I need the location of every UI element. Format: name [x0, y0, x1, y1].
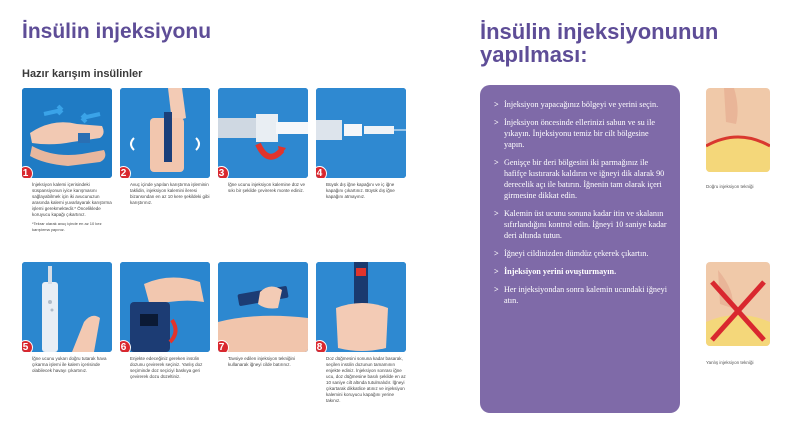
step-6-text: Enjekte edeceğiniz gereken insülin dozunu çevirerek seçiniz. Yanlış doz seçiminde doz seçiciyi baskıya geri çevirerek dozu düzeltiniz. — [130, 356, 203, 379]
step-number-badge: 8 — [316, 340, 327, 352]
instruction-item: > Genişçe bir deri bölgesini iki parmağınız ile hafifçe kıstırarak kaldırın ve iğneyi dik alarak 90 derecelik açı ile batırın. İğnenin tam olarak içeri girmesine dikkat edin. — [494, 157, 670, 201]
right-page-title: İnsülin injeksiyonunun yapılması: — [480, 19, 719, 67]
step-1-note: *Tekrar olarak avuç içinde en az 10 kez karıştırma yapınız. — [32, 221, 102, 232]
step-6 — [120, 262, 210, 380]
step-6-illustration — [120, 262, 210, 352]
wrong-technique-image — [706, 262, 770, 346]
instruction-item: > İnjeksiyon öncesinde ellerinizi sabun ve su ile yıkayın. İnjeksiyonu temiz bir cilt bölgesine yapın. — [494, 117, 670, 150]
instructions-panel — [480, 85, 680, 413]
wrong-technique-caption: Yanlış injeksiyon tekniği — [706, 360, 754, 365]
step-5-illustration — [22, 262, 112, 352]
step-4-illustration — [316, 88, 406, 178]
correct-technique-image — [706, 88, 770, 172]
step-4-text: Büyük dış iğne kapağını ve iç iğne kapağını çıkartınız. Büyük dış iğne kapağını atmayınız. — [326, 182, 395, 199]
step-number-badge: 1 — [22, 166, 33, 178]
step-8-text: Doz düğmesini sonuna kadar basarak, seçilen insülin dozunun tamamının enjekte ediniz. İnjeksiyon sonrası iğne ucu, doz düğmesine basılı şekilde en az 10 saniye cilt altında tutulmalıdır. İğneyi çıkartarak dikkatlice atınız ve injeksiyon kalemini koruyucu kapağını yerine takınız. — [326, 356, 406, 403]
page-title: İnsülin injeksiyonu — [22, 20, 212, 43]
step-number-badge: 7 — [218, 340, 229, 352]
step-1 — [22, 88, 112, 232]
step-number-badge: 6 — [120, 340, 131, 352]
step-number-badge: 5 — [22, 340, 33, 352]
step-3-illustration — [218, 88, 308, 178]
step-1-text: İnjeksiyon kalemi içerisindeki süspansiyonun iyice karışmasını sağlayabilmek için iki avucunuzun arasında kalemi yuvarlayarak karıştırma işlemi gerekmektedir.* Önceliklede koruyucu kapağı çıkartınız. — [32, 182, 112, 217]
step-4 — [316, 88, 406, 200]
instruction-item: > Kalemin üst ucunu sonuna kadar itin ve skalanın sıfırlandığını kontrol edin. İğneyi 10 saniye kadar deri altında tutun. — [494, 208, 670, 241]
step-2-illustration — [120, 88, 210, 178]
step-5 — [22, 262, 112, 374]
instruction-item: > İğneyi cildinizden dümdüz çekerek çıkartın. — [494, 248, 670, 259]
section-subtitle: Hazır karışım insülinler — [22, 68, 143, 80]
step-number-badge: 4 — [316, 166, 327, 178]
step-3 — [218, 88, 308, 194]
step-7-text: Tavsiye edilen injeksiyon tekniğini kullanarak iğneyi cilde batırınız. — [228, 356, 296, 367]
step-1-illustration — [22, 88, 112, 178]
step-number-badge: 2 — [120, 166, 131, 178]
step-7-illustration — [218, 262, 308, 352]
step-2-text: Avuç içinde yapılan karıştırma işleminin taklidin, injeksiyon kalemini ileresi bizansından en az 10 kere şekildeki gibi karıştırınız. — [130, 182, 210, 205]
instruction-item: > İnjeksiyon yerini ovuşturmayın. — [494, 266, 670, 277]
step-3-text: İğne ucunu injeksiyon kalemine düz ve sıkı bir şekilde çevirerek monte ediniz. — [228, 182, 306, 193]
step-8 — [316, 262, 406, 404]
instruction-item: > İnjeksiyon yapacağınız bölgeyi ve yerini seçin. — [494, 99, 670, 110]
step-8-illustration — [316, 262, 406, 352]
step-5-text: İğne ucunu yukarı doğru tutarak hava çıkarma işlemi ile kalem içerisinde olabilecek havayı çıkartınız. — [32, 356, 107, 373]
step-7 — [218, 262, 308, 368]
correct-technique-caption: Doğru injeksiyon tekniği — [706, 184, 754, 189]
step-2 — [120, 88, 210, 206]
right-page — [462, 0, 786, 432]
step-number-badge: 3 — [218, 166, 229, 178]
instruction-item: > Her injeksiyondan sonra kalemin ucundaki iğneyi atın. — [494, 284, 670, 306]
